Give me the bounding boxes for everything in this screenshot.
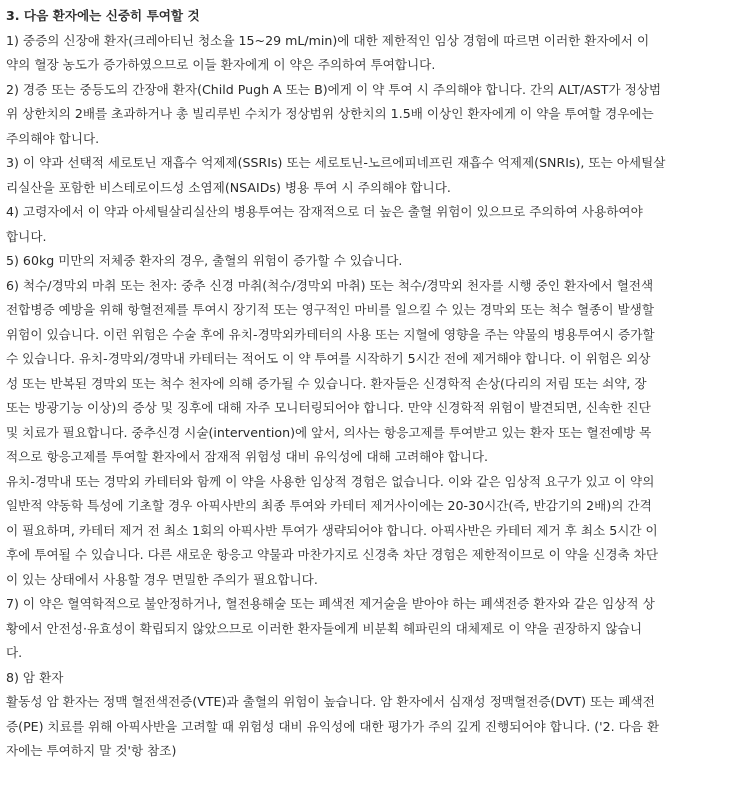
paragraph-renal-impairment: 1) 중증의 신장애 환자(크레아티닌 청소율 15~29 mL/min)에 대한 제한적인 임상 경험에 따르면 이러한 환자에서 이 약의 혈장 농도가 증가하였으므로 이들 환자에게 이 약은 주의하여 투여합니다. — [6, 32, 650, 72]
paragraph-hepatic-impairment: 2) 경증 또는 중등도의 간장애 환자(Child Pugh A 또는 B)에게 이 약 투여 시 주의해야 합니다. 간의 ALT/AST가 정상범 위 상한치의 2배를 초과하거나 총 빌리루빈 수치가 정상범위 상한치의 1.5배 이상인 환자에게 이 약을 투여할 경우에는 주의해야 합니다. — [6, 81, 662, 146]
paragraph-catheter-experience: 유치-경막내 또는 경막외 카테터와 함께 이 약을 사용한 임상적 경험은 없습니다. 이와 같은 임상적 요구가 있고 이 약의 일반적 약동학 특성에 기초할 경우 아픽사반의 최종 투여와 카테터 제거사이에는 20-30시간(즉, 반감기의 2배)의 간격 이 필요하며, 카테터 제거 전 최소 1회의 아픽사반 투여가 생략되어야 합니다. 아픽사반은 카테터 제거 후 최소 5시간 이 후에 투여될 수 있습니다. 다른 새로운 항응고 약물과 마찬가지로 신경축 차단 경험은 제한적이므로 이 약을 신경축 차단 이 있는 상태에서 사용할 경우 면밀한 주의가 필요합니다. — [6, 473, 659, 587]
section-heading: 3. 다음 환자에는 신중히 투여할 것 — [6, 8, 200, 23]
paragraph-elderly: 4) 고령자에서 이 약과 아세틸살리실산의 병용투여는 잠재적으로 더 높은 출혈 위험이 있으므로 주의하여 사용하여야 합니다. — [6, 204, 643, 244]
paragraph-spinal-epidural: 6) 척수/경막외 마취 또는 천자: 중추 신경 마취(척수/경막외 마취) 또는 척수/경막외 천자를 시행 중인 환자에서 혈전색 전합병증 예방을 위해 항혈전제를 투여시 장기적 또는 영구적인 마비를 일으킬 수 있는 경막외 또는 척수 혈종이 발생할 위험이 있습니다. 이런 위험은 수술 후에 유치-경막외카테터의 사용 또는 지혈에 영향을 주는 약물의 병용투여시 증가할 수 있습니다. 유치-경막외/경막내 카테터는 적어도 이 약 투여를 시작하기 5시간 전에 제거해야 합니다. 이 위험은 외상 성 또는 반복된 경막외 또는 척수 천자에 의해 증가될 수 있습니다. 환자들은 신경학적 손상(다리의 저림 또는 쇠약, 장 또는 방광기능 이상)의 증상 및 징후에 대해 자주 모니터링되어야 합니다. 만약 신경학적 위험이 발견되면, 신속한 진단 및 치료가 필요합니다. 중추신경 시술(intervention)에 앞서, 의사는 항응고제를 투여받고 있는 환자 또는 혈전예방 목 적으로 항응고제를 투여할 환자에서 잠재적 위험성 대비 유익성에 대해 고려해야 합니다. — [6, 277, 655, 464]
paragraph-ssri-snri-nsaid: 3) 이 약과 선택적 세로토닌 재흡수 억제제(SSRIs) 또는 세로토닌-노르에피네프린 재흡수 억제제(SNRIs), 또는 아세틸살 리실산을 포함한 비스테로이드성 소염제(NSAIDs) 병용 투여 시 주의해야 합니다. — [6, 155, 666, 195]
paragraph-cancer-heading: 8) 암 환자 — [6, 669, 64, 685]
paragraph-low-body-weight: 5) 60kg 미만의 저체중 환자의 경우, 출혈의 위험이 증가할 수 있습니다. — [6, 253, 403, 268]
paragraph-cancer-patients: 활동성 암 환자는 정맥 혈전색전증(VTE)과 출혈의 위험이 높습니다. 암 환자에서 심재성 정맥혈전증(DVT) 또는 폐색전 증(PE) 치료를 위해 아픽사반을 고려할 때 위험성 대비 유익성에 대한 평가가 주의 깊게 진행되어야 합니다. ('2. 다음 환 자에는 투여하지 말 것'항 참조) — [6, 694, 660, 758]
paragraph-pulmonary-embolism: 7) 이 약은 혈역학적으로 불안정하거나, 혈전용해술 또는 폐색전 제거술을 받아야 하는 폐색전증 환자와 같은 임상적 상 황에서 안전성·유효성이 확립되지 않았으므로 이러한 환자들에게 비분획 헤파린의 대체제로 이 약을 권장하지 않습니 다. — [6, 596, 655, 660]
